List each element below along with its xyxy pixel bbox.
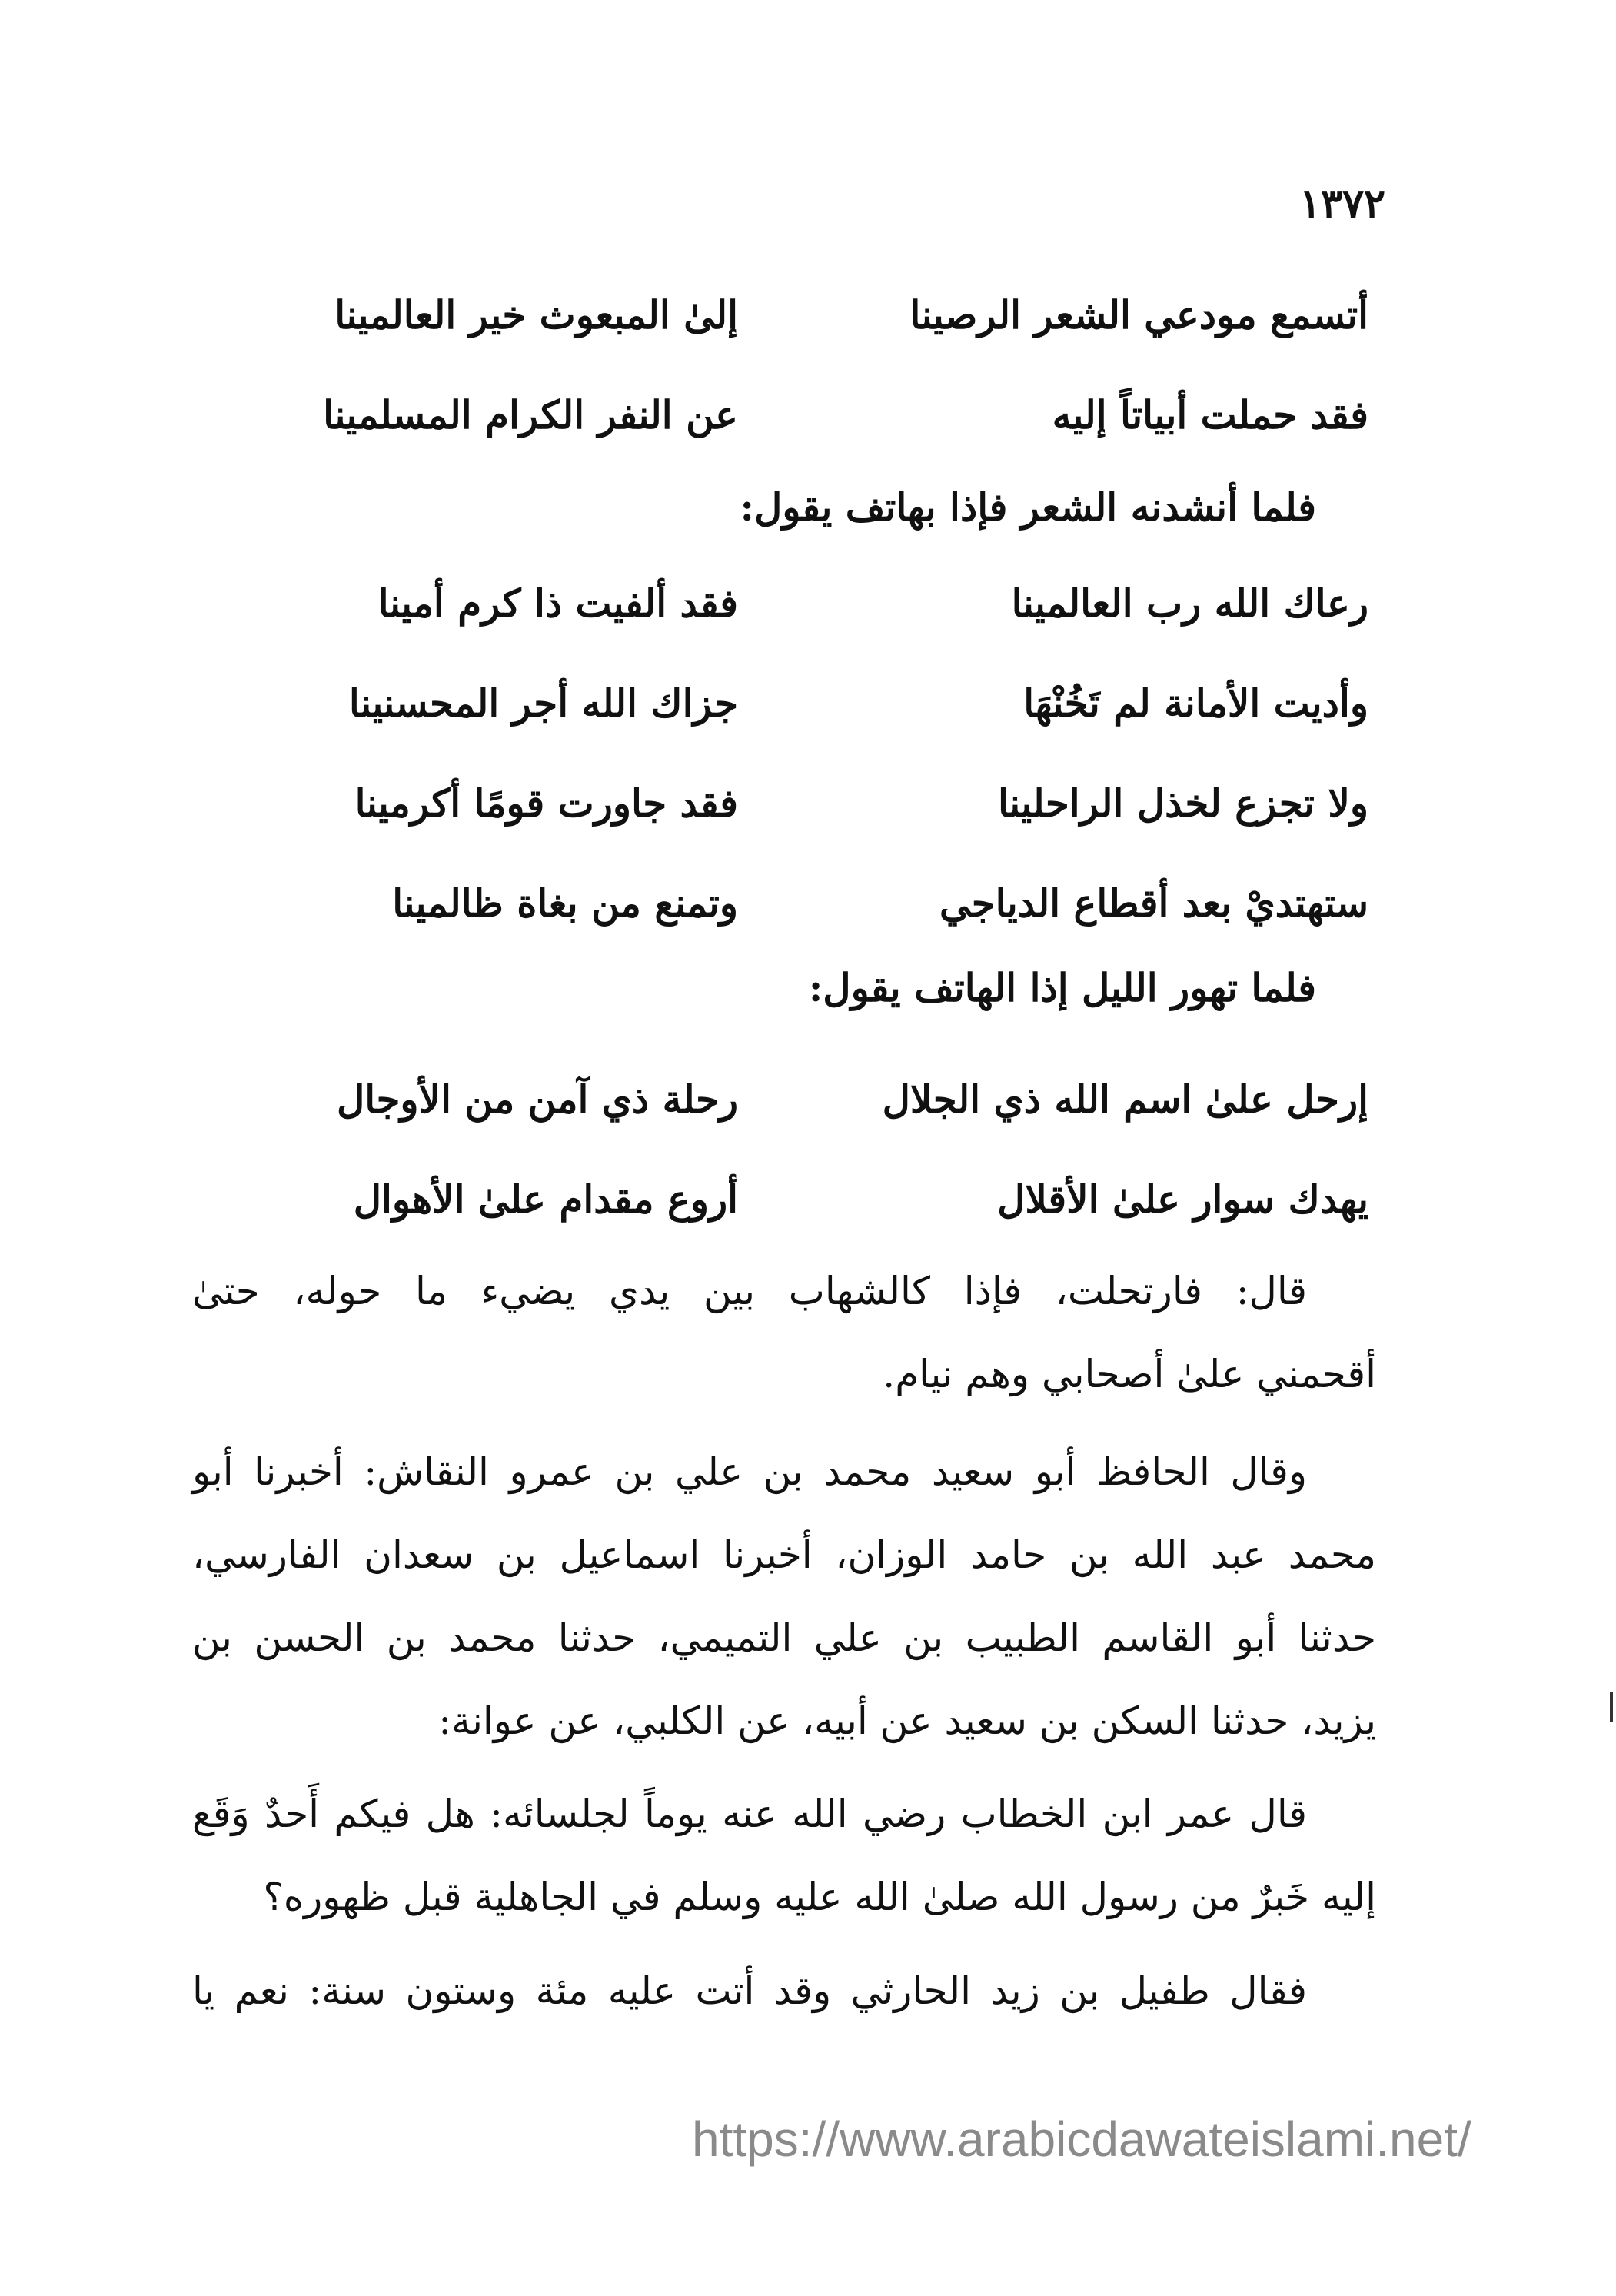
paragraph-line: محمد عبد الله بن حامد الوزان، أخبرنا اسماعيل بن سعدان الفارسي،: [192, 1532, 1376, 1577]
paragraph-line: وقال الحافظ أبو سعيد محمد بن علي بن عمرو النقاش: أخبرنا أبو: [192, 1449, 1307, 1494]
paragraph: [192, 1772, 1376, 1938]
verse-second-hemistich: إلىٰ المبعوث خير العالمينا: [334, 292, 738, 338]
paragraph-line: حدثنا أبو القاسم الطبيب بن علي التميمي، حدثنا محمد بن الحسن بن: [192, 1616, 1376, 1660]
verse-first-hemistich: رعاك الله رب العالمينا: [1011, 581, 1368, 626]
paragraph-line: يزيد، حدثنا السكن بن سعيد عن أبيه، عن الكلبي، عن عوانة:: [438, 1699, 1376, 1743]
paragraph-line: قال عمر ابن الخطاب رضي الله عنه يوماً لجلسائه: هل فيكم أَحدٌ وَقَع: [192, 1792, 1307, 1836]
prose-intro: فلما تهور الليل إذا الهاتف يقول:: [808, 965, 1316, 1010]
verse-first-hemistich: ستهتديْ بعد أقطاع الدياجي: [939, 880, 1368, 926]
verse-first-hemistich: ولا تجزع لخذل الراحلينا: [997, 780, 1368, 826]
paragraph-line: أقحمني علىٰ أصحابي وهم نيام.: [883, 1352, 1376, 1396]
verse-second-hemistich: فقد جاورت قومًا أكرمينا: [354, 780, 738, 826]
page-number: ١٣٧٢: [1299, 181, 1385, 228]
verse-first-hemistich: إرحل علىٰ اسم الله ذي الجلال: [882, 1076, 1368, 1122]
verse-couplet: [185, 665, 1368, 742]
verse-couplet: [185, 377, 1368, 454]
verse-couplet: [185, 865, 1368, 942]
verse-couplet: [185, 277, 1368, 354]
watermark-url: https://www.arabicdawateislami.net/: [692, 2111, 1471, 2167]
scan-edge-mark: [1610, 1692, 1613, 1722]
verse-second-hemistich: وتمنع من بغاة ظالمينا: [392, 880, 738, 926]
verse-couplet: [185, 565, 1368, 642]
verse-second-hemistich: عن النفر الكرام المسلمينا: [323, 392, 738, 438]
verse-first-hemistich: فقد حملت أبياتاً إليه: [1052, 392, 1368, 438]
verse-first-hemistich: يهدك سوار علىٰ الأقلال: [997, 1176, 1368, 1222]
paragraph: [192, 1430, 1376, 1762]
prose-intro: فلما أنشدنه الشعر فإذا بهاتف يقول:: [740, 484, 1316, 530]
verse-couplet: [185, 1161, 1368, 1238]
verse-second-hemistich: رحلة ذي آمن من الأوجال: [336, 1076, 738, 1122]
verse-first-hemistich: وأديت الأمانة لم تَخُنْهَا: [1023, 680, 1368, 726]
paragraph-line: قال: فارتحلت، فإذا كالشهاب بين يدي يضيء ما حوله، حتىٰ: [192, 1269, 1307, 1313]
verse-second-hemistich: فقد ألفيت ذا كرم أمينا: [377, 581, 738, 626]
verse-second-hemistich: جزاك الله أجر المحسنينا: [348, 680, 738, 726]
paragraph: [192, 1249, 1376, 1416]
verse-first-hemistich: أتسمع مودعي الشعر الرصينا: [909, 292, 1368, 338]
paragraph-line: فقال طفيل بن زيد الحارثي وقد أتت عليه مئة وستون سنة: نعم يا: [192, 1968, 1307, 2013]
paragraph-line: إليه خَبرٌ من رسول الله صلىٰ الله عليه وسلم في الجاهلية قبل ظهوره؟: [263, 1875, 1376, 1919]
verse-couplet: [185, 765, 1368, 842]
verse-couplet: [185, 1061, 1368, 1138]
verse-second-hemistich: أروع مقدام علىٰ الأهوال: [353, 1176, 738, 1222]
paragraph: [192, 1949, 1376, 2032]
